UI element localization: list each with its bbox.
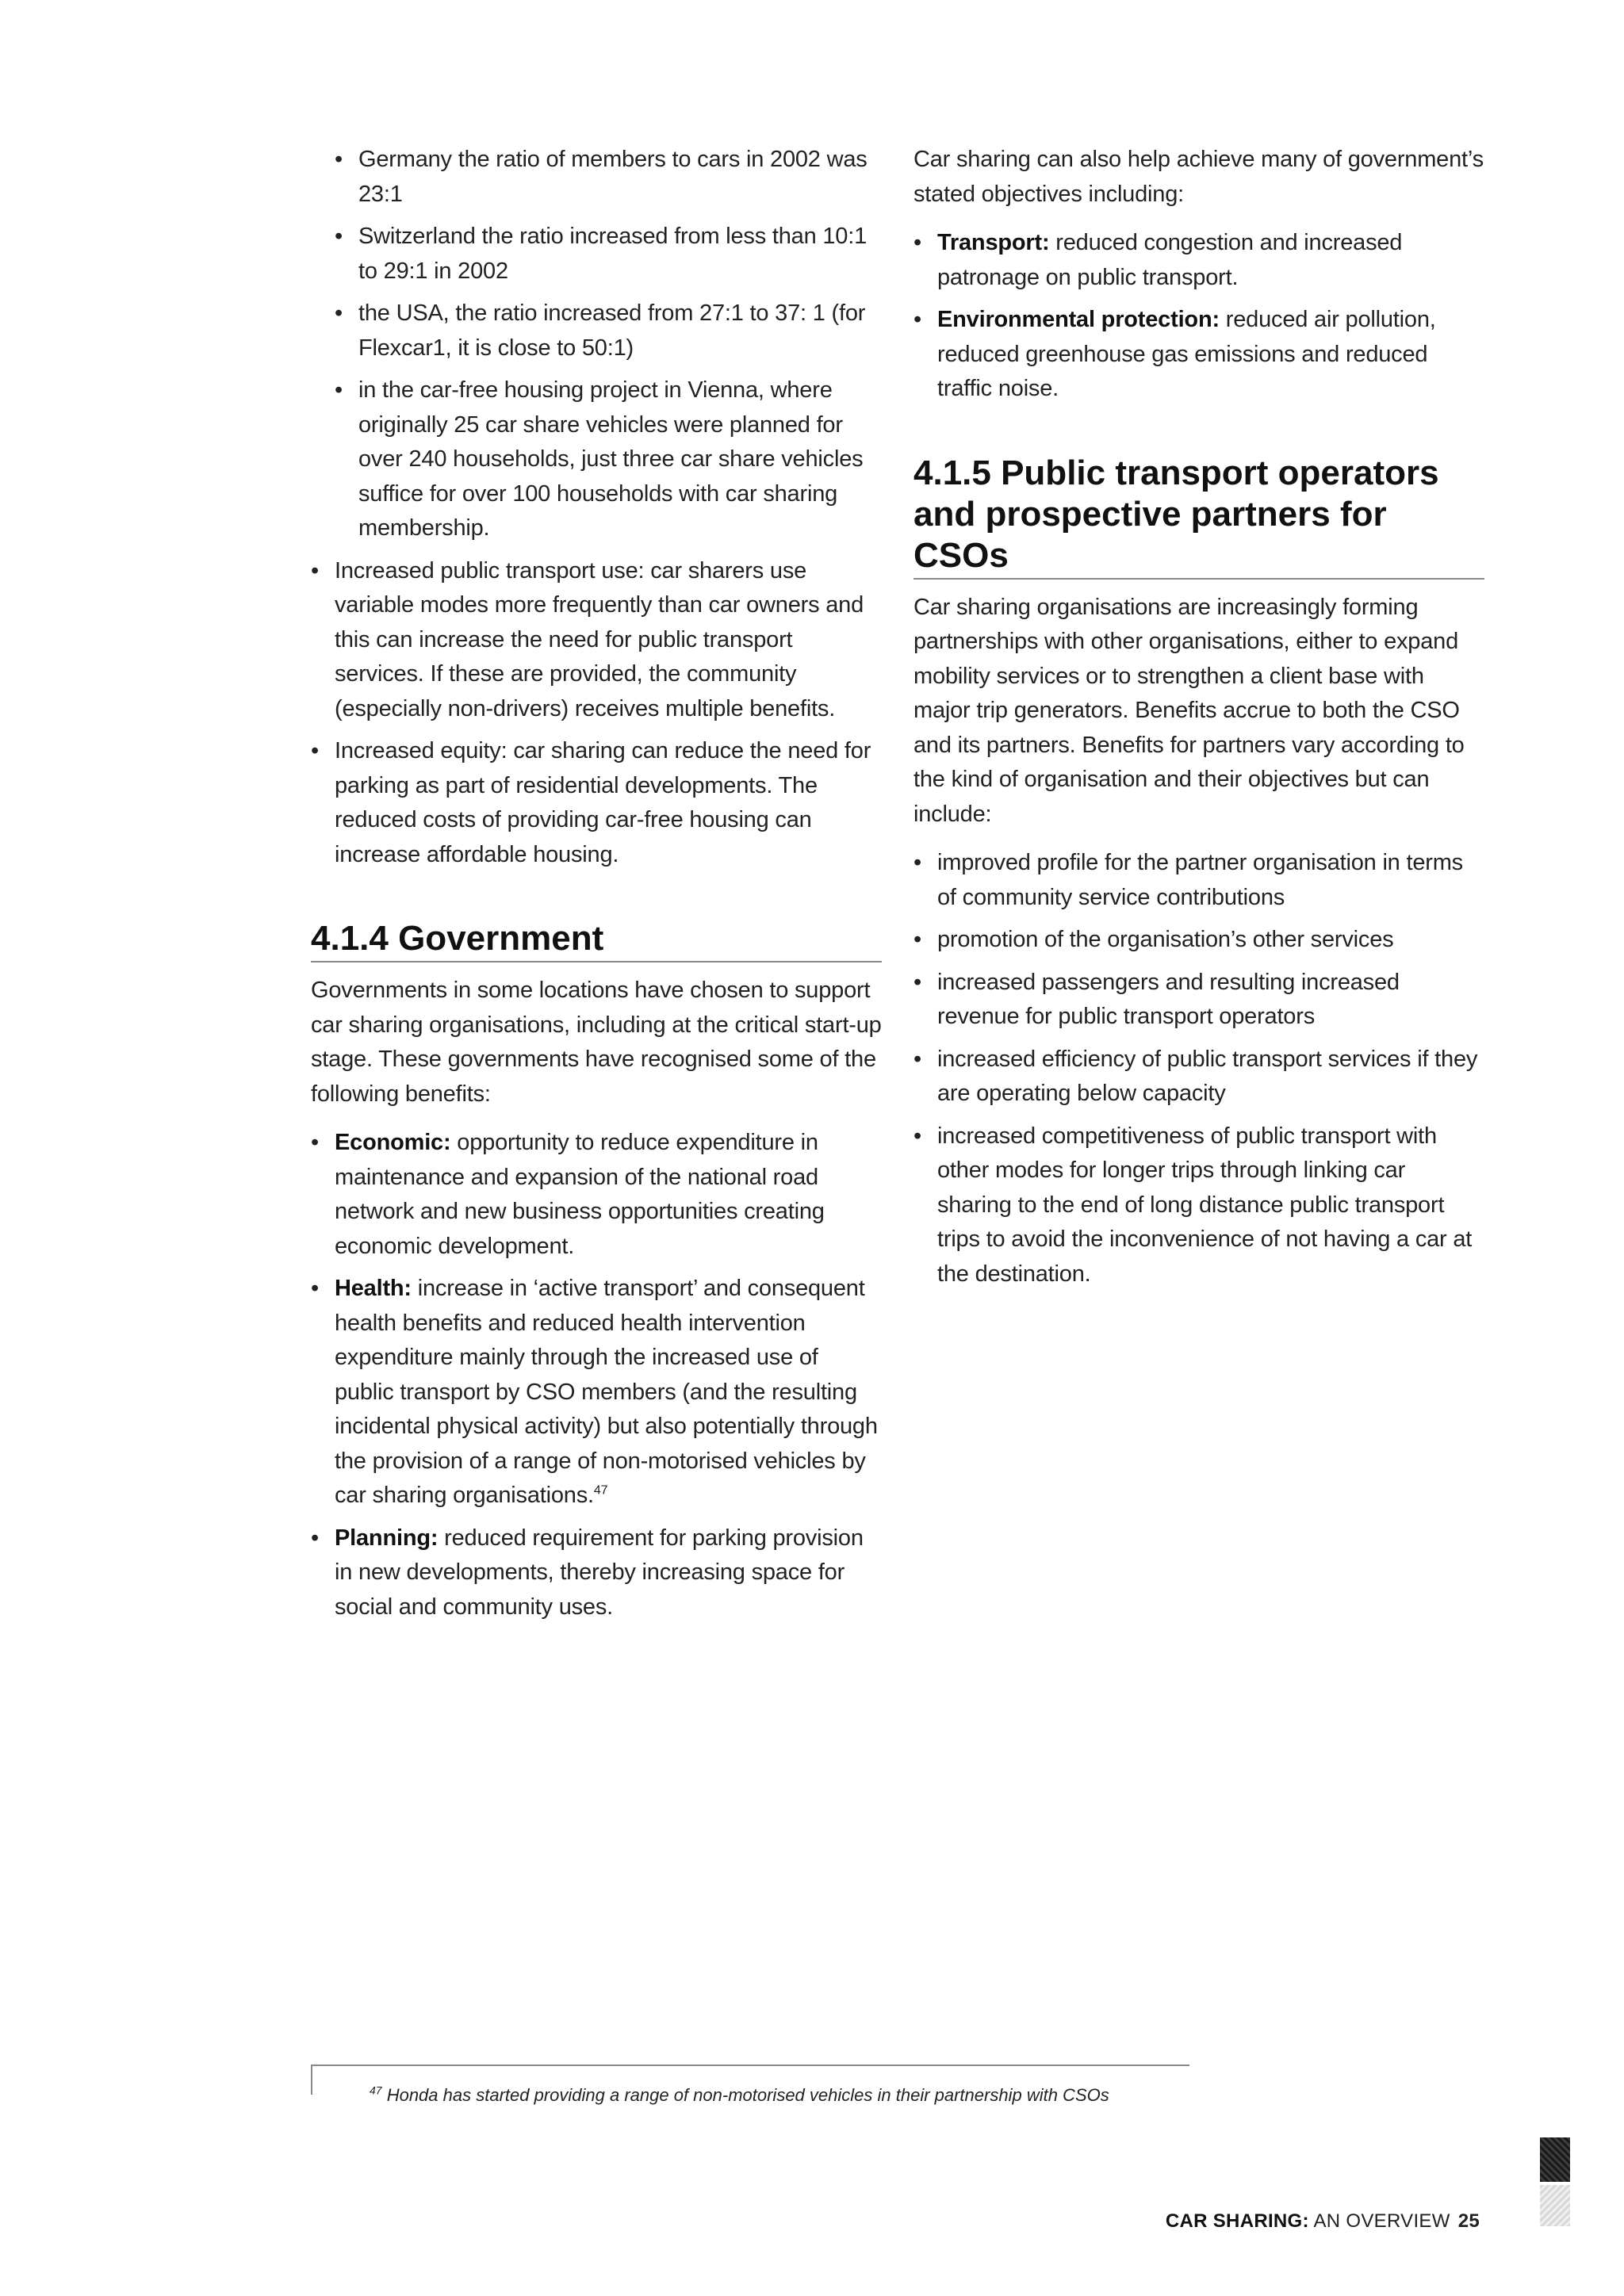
- footnote: [370, 2084, 1109, 2107]
- footer-title-bold: CAR SHARING:: [1165, 2210, 1309, 2232]
- list-item: [914, 303, 1484, 407]
- list-item: • Switzerland the ratio increased from less than 10:1 to 29:1 in 2002: [335, 220, 882, 289]
- section-heading-government: 4.1.4 Government: [311, 918, 882, 962]
- footnote-number: 47: [370, 2084, 382, 2097]
- list-item: • increased competitiveness of public transport with other modes for longer trips through linking car sharing to the end of long distance public transport trips to avoid the inconvenience of not having a car at the destination.: [914, 1119, 1484, 1292]
- bullet-label: Transport:: [937, 230, 1050, 255]
- list-item: [311, 1272, 882, 1513]
- partner-benefit-list: [914, 846, 1484, 1292]
- bullet-text: opportunity to reduce expenditure in maintenance and expansion of the national road network and new business opportunities creating economic development.: [335, 1130, 825, 1259]
- bullet-text: reduced air pollution, reduced greenhouse gas emissions and reduced traffic noise.: [937, 307, 1436, 401]
- list-item: • Increased public transport use: car sharers use variable modes more frequently than car owners and this can increase the need for public transport services. If these are provided, the community (especially non-drivers) receives multiple benefits.: [311, 554, 882, 727]
- section-heading-public-transport: 4.1.5 Public transport operators and prospective partners for CSOs: [914, 453, 1484, 580]
- list-item: • Germany the ratio of members to cars in 2002 was 23:1: [335, 143, 882, 212]
- bullet-label: Economic:: [335, 1130, 451, 1155]
- ratio-list: [335, 143, 882, 546]
- footer-title-rest: AN OVERVIEW: [1308, 2210, 1450, 2232]
- footnote-reference[interactable]: 47: [593, 1483, 608, 1498]
- footnote-text: Honda has started providing a range of non-motorised vehicles in their partnership with CSOs: [381, 2085, 1109, 2105]
- page-footer: [1031, 2209, 1480, 2234]
- right-column: [914, 143, 1484, 1299]
- left-column: [311, 143, 882, 1632]
- bullet-text: reduced requirement for parking provision in new developments, thereby increasing space for social and community uses.: [335, 1525, 864, 1620]
- list-item: • improved profile for the partner organisation in terms of community service contributions: [914, 846, 1484, 915]
- list-item: • promotion of the organisation’s other services: [914, 923, 1484, 958]
- bullet-text: reduced congestion and increased patronage on public transport.: [937, 230, 1403, 290]
- list-item: [311, 1126, 882, 1264]
- objectives-list: [914, 226, 1484, 407]
- bullet-label: Planning:: [335, 1525, 439, 1551]
- list-item: • in the car-free housing project in Vienna, where originally 25 car share vehicles were planned for over 240 households, just three car share vehicles suffice for over 100 households with car sharing membership.: [335, 373, 882, 546]
- government-intro: Governments in some locations have chosen to support car sharing organisations, including at the critical start-up stage. These governments have recognised some of the following benefits:: [311, 978, 882, 1107]
- list-item: • increased passengers and resulting increased revenue for public transport operators: [914, 966, 1484, 1035]
- bullet-label: Environmental protection:: [937, 307, 1220, 332]
- government-benefit-list: [311, 1126, 882, 1624]
- objectives-intro: Car sharing can also help achieve many of government’s stated objectives including:: [914, 147, 1484, 207]
- list-item: • Increased equity: car sharing can reduce the need for parking as part of residential developments. The reduced costs of providing car-free housing can increase affordable housing.: [311, 734, 882, 872]
- list-item: • increased efficiency of public transport services if they are operating below capacity: [914, 1043, 1484, 1112]
- benefit-list: [311, 554, 882, 873]
- list-item: • the USA, the ratio increased from 27:1 to 37: 1 (for Flexcar1, it is close to 50:1): [335, 297, 882, 365]
- list-item: [311, 1521, 882, 1625]
- bullet-text: increase in ‘active transport’ and consequent health benefits and reduced health intervention expenditure mainly through the increased use of public transport by CSO members (and the resulting incidental physical activity) but also potentially through the provision of a range of non-motorised vehicles by car sharing organisations.: [335, 1276, 878, 1508]
- list-item: [914, 226, 1484, 295]
- bullet-label: Health:: [335, 1276, 412, 1301]
- footnote-divider-tick: [311, 2064, 312, 2095]
- footnote-divider: [311, 2064, 1189, 2066]
- section-tab-dark: [1540, 2137, 1570, 2182]
- section-tab-light: [1540, 2185, 1570, 2226]
- page-number: 25: [1457, 2210, 1480, 2232]
- partners-intro: Car sharing organisations are increasingly forming partnerships with other organisations, either to expand mobility services or to strengthen a client base with major trip generators. Benefits accrue to both the CSO and its partners. Benefits for partners vary according to the kind of organisation and their objectives but can include:: [914, 594, 1465, 827]
